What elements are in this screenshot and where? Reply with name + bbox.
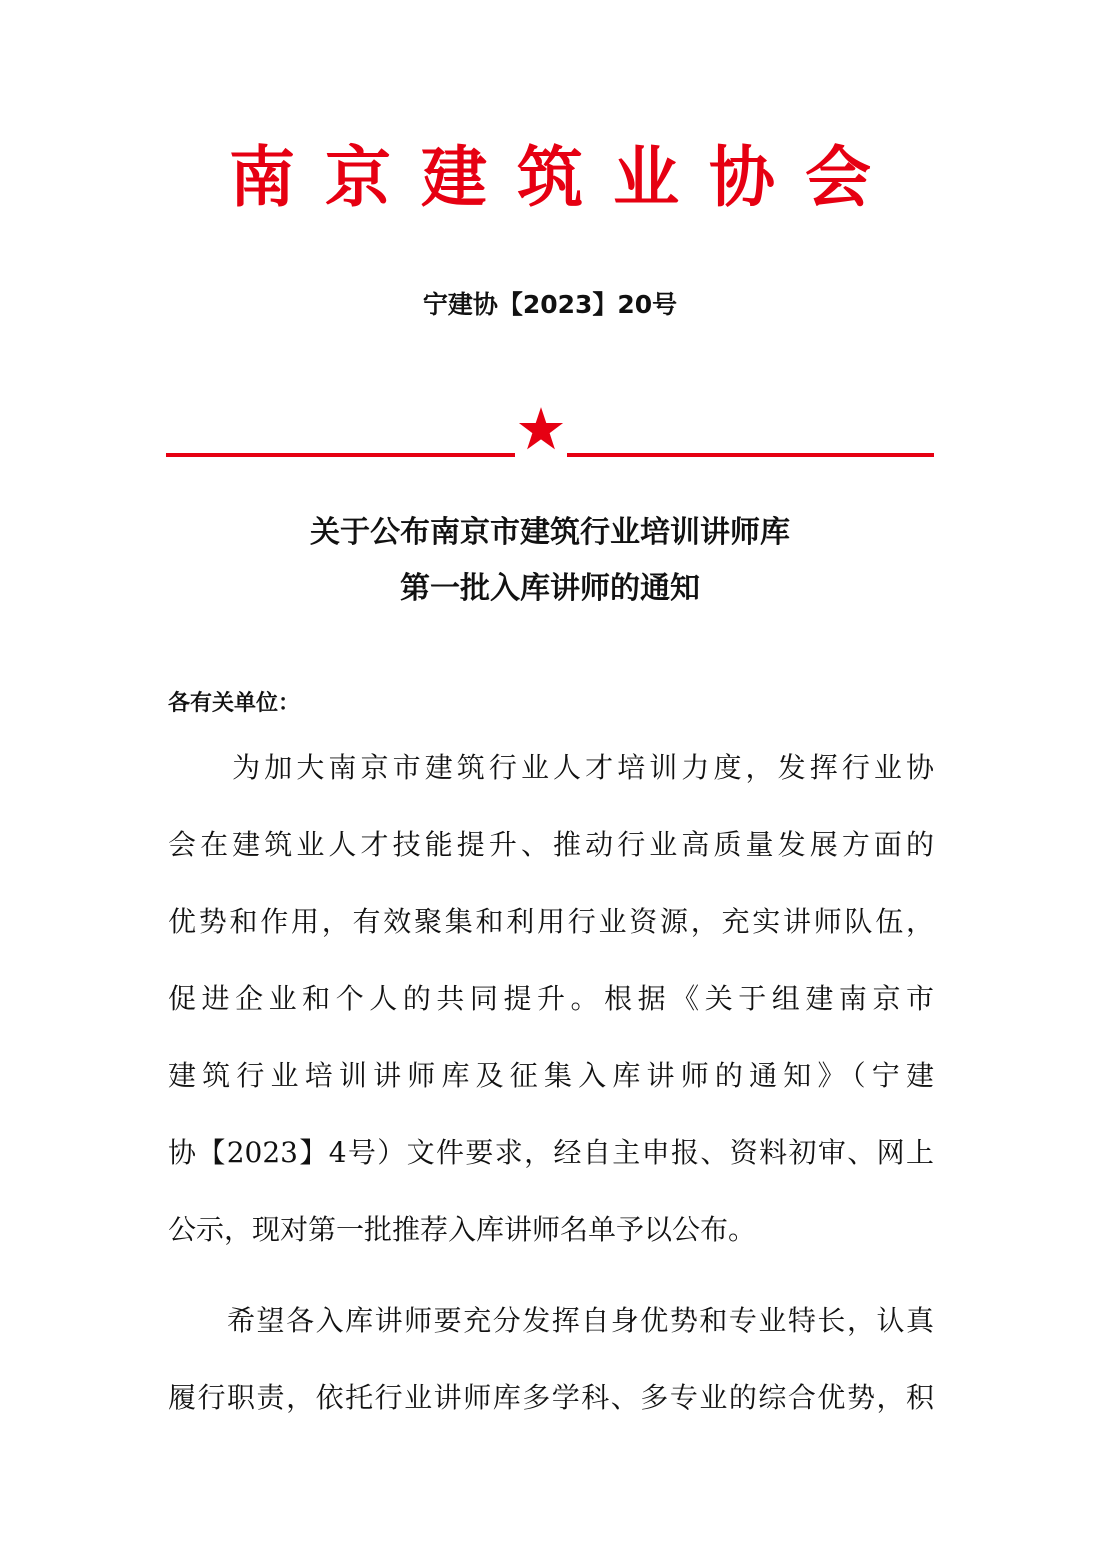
- paragraph-line: 公示，现对第一批推荐入库讲师名单予以公布。: [168, 1213, 757, 1246]
- body-paragraph-2: [168, 1282, 934, 1436]
- paragraph-line: 优势和作用，有效聚集和利用行业资源，充实讲师队伍，: [168, 905, 934, 938]
- title-line-2: 第一批入库讲师的通知: [400, 571, 700, 606]
- paragraph-line: 会在建筑业人才技能提升、推动行业高质量发展方面的: [168, 828, 934, 861]
- divider-line-left: [166, 453, 515, 457]
- paragraph-line: 为加大南京市建筑行业人才培训力度，发挥行业协: [168, 751, 934, 784]
- notice-title: [0, 505, 1100, 617]
- paragraph-line: 希望各入库讲师要充分发挥自身优势和专业特长，认真: [168, 1304, 934, 1337]
- document-number: 宁建协【2023】20号: [422, 290, 678, 319]
- organization-name: 南京建筑业协会: [229, 139, 901, 216]
- paragraph-line: 建筑行业培训讲师库及征集入库讲师的通知》（宁建: [168, 1059, 934, 1092]
- paragraph-line: 履行职责，依托行业讲师库多学科、多专业的综合优势，积: [168, 1381, 934, 1414]
- title-line-1: 关于公布南京市建筑行业培训讲师库: [310, 515, 790, 550]
- star-icon: [517, 406, 565, 452]
- paragraph-line: 促进企业和个人的共同提升。根据《关于组建南京市: [168, 982, 934, 1015]
- salutation: 各有关单位：: [168, 691, 301, 716]
- divider-line-right: [567, 453, 934, 457]
- body-paragraph-1: [168, 729, 934, 1268]
- paragraph-line: 协【2023】4号）文件要求，经自主申报、资料初审、网上: [168, 1136, 934, 1169]
